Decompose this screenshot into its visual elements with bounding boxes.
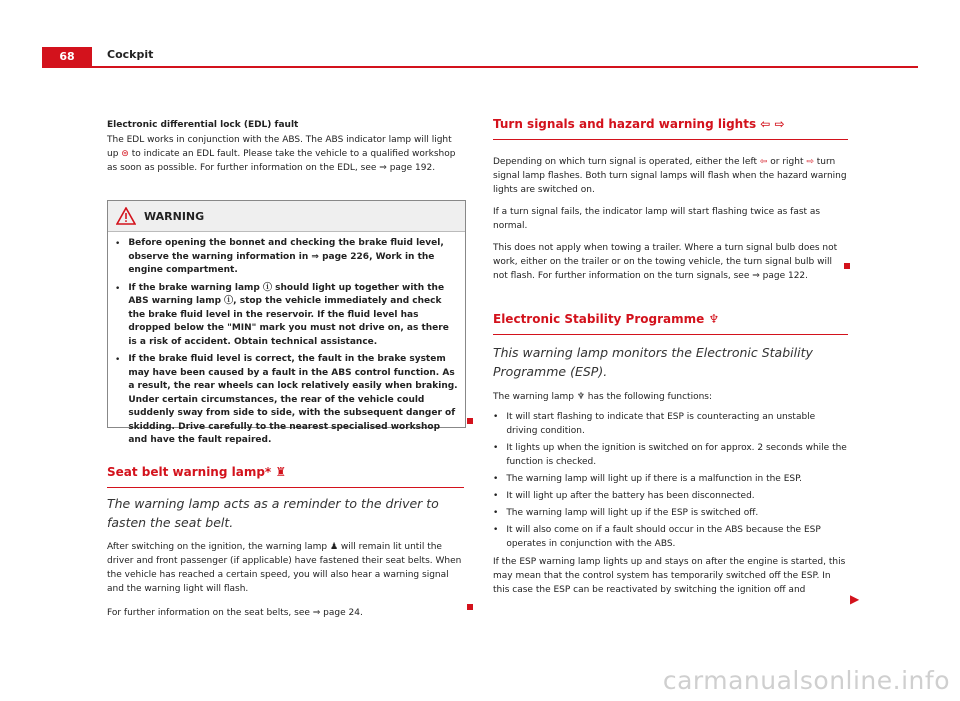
abs-icon: ⊜ <box>121 149 129 159</box>
end-of-section-mark <box>844 263 850 269</box>
esp-rule <box>493 334 848 335</box>
seatbelt-small-icon: ♟ <box>329 542 339 552</box>
turn-right-small-icon: ⇨ <box>806 157 814 167</box>
edl-subheading: Electronic differential lock (EDL) fault <box>107 120 299 130</box>
esp-bullet-text: The warning lamp will light up if the ESP is switched off. <box>506 508 759 518</box>
end-of-section-mark <box>467 418 473 424</box>
esp-bullet-text: It will light up after the battery has been disconnected. <box>506 491 755 501</box>
warning-item: • If the brake fluid level is correct, the fault in the brake system may have been caused by a fault in the ABS control function. As a result, the rear wheels can lock relatively easily when braking. Under certain circumstances, the rear of the vehicle could suddenly sway from side to side, with the subsequent danger of skidding. Drive carefully to the nearest specialised workshop and have the fault repaired. <box>115 353 458 452</box>
esp-section <box>493 310 848 597</box>
turn-signals-rule <box>493 139 848 140</box>
esp-bullet: • It will also come on if a fault should occur in the ABS because the ESP operates in conjunction with the ABS. <box>493 523 848 551</box>
warning-item: • If the brake warning lamp ⓘ should light up together with the ABS warning lamp ⓘ, stop the vehicle immediately and check the brake fluid level in the reservoir. If the fluid level has dropped below the "MIN" mark you must not drive on, as there is a risk of accident. Obtain technical assistance. <box>115 282 458 354</box>
warning-box <box>107 200 466 445</box>
turn-signals-p1: Depending on which turn signal is operated, either the left ⇦ or right ⇨ turn signal lamp flashes. Both turn signal lamps will flash when the hazard warning lights are switched on. <box>493 157 847 195</box>
turn-signals-p2: If a turn signal fails, the indicator lamp will start flashing twice as fast as normal. <box>493 207 821 231</box>
end-of-section-mark <box>467 604 473 610</box>
esp-bullet-text: It lights up when the ignition is switched on for approx. 2 seconds while the function is checked. <box>506 443 847 467</box>
seatbelt-title: Seat belt warning lamp* ♜ <box>107 465 287 479</box>
edl-page-ref[interactable]: ⇒ page 192. <box>379 163 436 173</box>
header-rule <box>42 66 918 68</box>
esp-bullet-list <box>493 410 848 551</box>
seatbelt-ref-paragraph: For further information on the seat belts, see ⇒ page 24. <box>107 608 363 618</box>
edl-paragraph: The EDL works in conjunction with the ABS. The ABS indicator lamp will light up ⊜ to indicate an EDL fault. Please take the vehicle to a qualified workshop as soon as possible. For further information on the EDL, see ⇒ page 192. <box>107 135 456 173</box>
watermark: carmanualsonline.info <box>662 666 950 695</box>
warning-body <box>108 232 465 457</box>
warning-item-text: If the brake fluid level is correct, the fault in the brake system may have been caused by a fault in the ABS control function. As a result, the rear wheels can lock relatively easily when braking. Under certain circumstances, the rear of the vehicle could suddenly sway from side to side, with the subsequent danger of skidding. Drive carefully to the nearest specialised workshop and have the fault repaired. <box>128 354 458 445</box>
esp-lead: This warning lamp monitors the Electronic Stability Programme (ESP). <box>493 345 813 379</box>
esp-bullet-text: It will start flashing to indicate that ESP is counteracting an unstable driving condition. <box>506 412 816 436</box>
seatbelt-rule <box>107 487 464 488</box>
turn-signals-section <box>493 115 848 283</box>
esp-closing: If the ESP warning lamp lights up and stays on after the engine is started, this may mean that the control system has temporarily switched off the ESP. In this case the ESP can be reactivated by switching the ignition off and <box>493 557 846 595</box>
seatbelt-lead: The warning lamp acts as a reminder to the driver to fasten the seat belt. <box>107 496 439 530</box>
esp-small-icon: ♆ <box>576 392 585 402</box>
esp-bullet: • It lights up when the ignition is switched on for approx. 2 seconds while the function is checked. <box>493 443 847 467</box>
esp-title: Electronic Stability Programme ♆ <box>493 312 720 326</box>
seatbelt-paragraph: After switching on the ignition, the warning lamp ♟ will remain lit until the driver and front passenger (if applicable) have fastened their seat belts. When the vehicle has reached a certain speed, you will also hear a warning signal and the warning light will flash. <box>107 542 462 594</box>
turn-signals-p3: This does not apply when towing a trailer. Where a turn signal bulb does not work, either on the trailer or on the towing vehicle, the turn signal bulb will not flash. For further information on the turn signals, see ⇒ page 122. <box>493 243 838 281</box>
esp-intro: The warning lamp ♆ has the following functions: <box>493 392 713 402</box>
seatbelt-section <box>107 463 464 620</box>
turn-left-icon: ⇦ <box>760 117 771 131</box>
turn-signals-title: Turn signals and hazard warning lights ⇦ ⇨ <box>493 117 785 131</box>
esp-bullet-text: It will also come on if a fault should occur in the ABS because the ESP operates in conjunction with the ABS. <box>506 525 821 549</box>
continue-arrow-icon: ▶ <box>850 592 860 606</box>
turn-right-icon: ⇨ <box>774 117 785 131</box>
esp-bullet: • It will light up after the battery has been disconnected. <box>493 489 848 503</box>
esp-bullet: • It will start flashing to indicate that ESP is counteracting an unstable driving condition. <box>493 410 848 438</box>
warning-triangle-icon <box>116 207 136 225</box>
turn-left-small-icon: ⇦ <box>759 157 768 167</box>
esp-bullet: • The warning lamp will light up if the ESP is switched off. <box>493 506 848 520</box>
warning-label: WARNING <box>144 209 205 223</box>
warning-item-text: If the brake warning lamp ⓘ should light up together with the ABS warning lamp ⓘ, stop the vehicle immediately and check the brake fluid level in the reservoir. If the fluid level has dropped below the "MIN" mark you must not drive on, as there is a risk of accident. Obtain technical assistance. <box>128 282 449 347</box>
warning-header <box>108 201 465 232</box>
esp-bullet: • The warning lamp will light up if there is a malfunction in the ESP. <box>493 472 848 486</box>
warning-item: • Before opening the bonnet and checking the brake fluid level, observe the warning information in ⇒ page 226, Work in the engine compartment. <box>115 237 458 282</box>
warning-item-text: Before opening the bonnet and checking the brake fluid level, observe the warning information in ⇒ page 226, Work in the engine compartment. <box>128 238 444 275</box>
page-number: 68 <box>42 47 92 67</box>
chapter-title: Cockpit <box>107 48 154 61</box>
esp-icon: ♆ <box>708 312 720 326</box>
esp-bullet-text: The warning lamp will light up if there is a malfunction in the ESP. <box>506 474 802 484</box>
seatbelt-icon: ♜ <box>275 465 287 479</box>
